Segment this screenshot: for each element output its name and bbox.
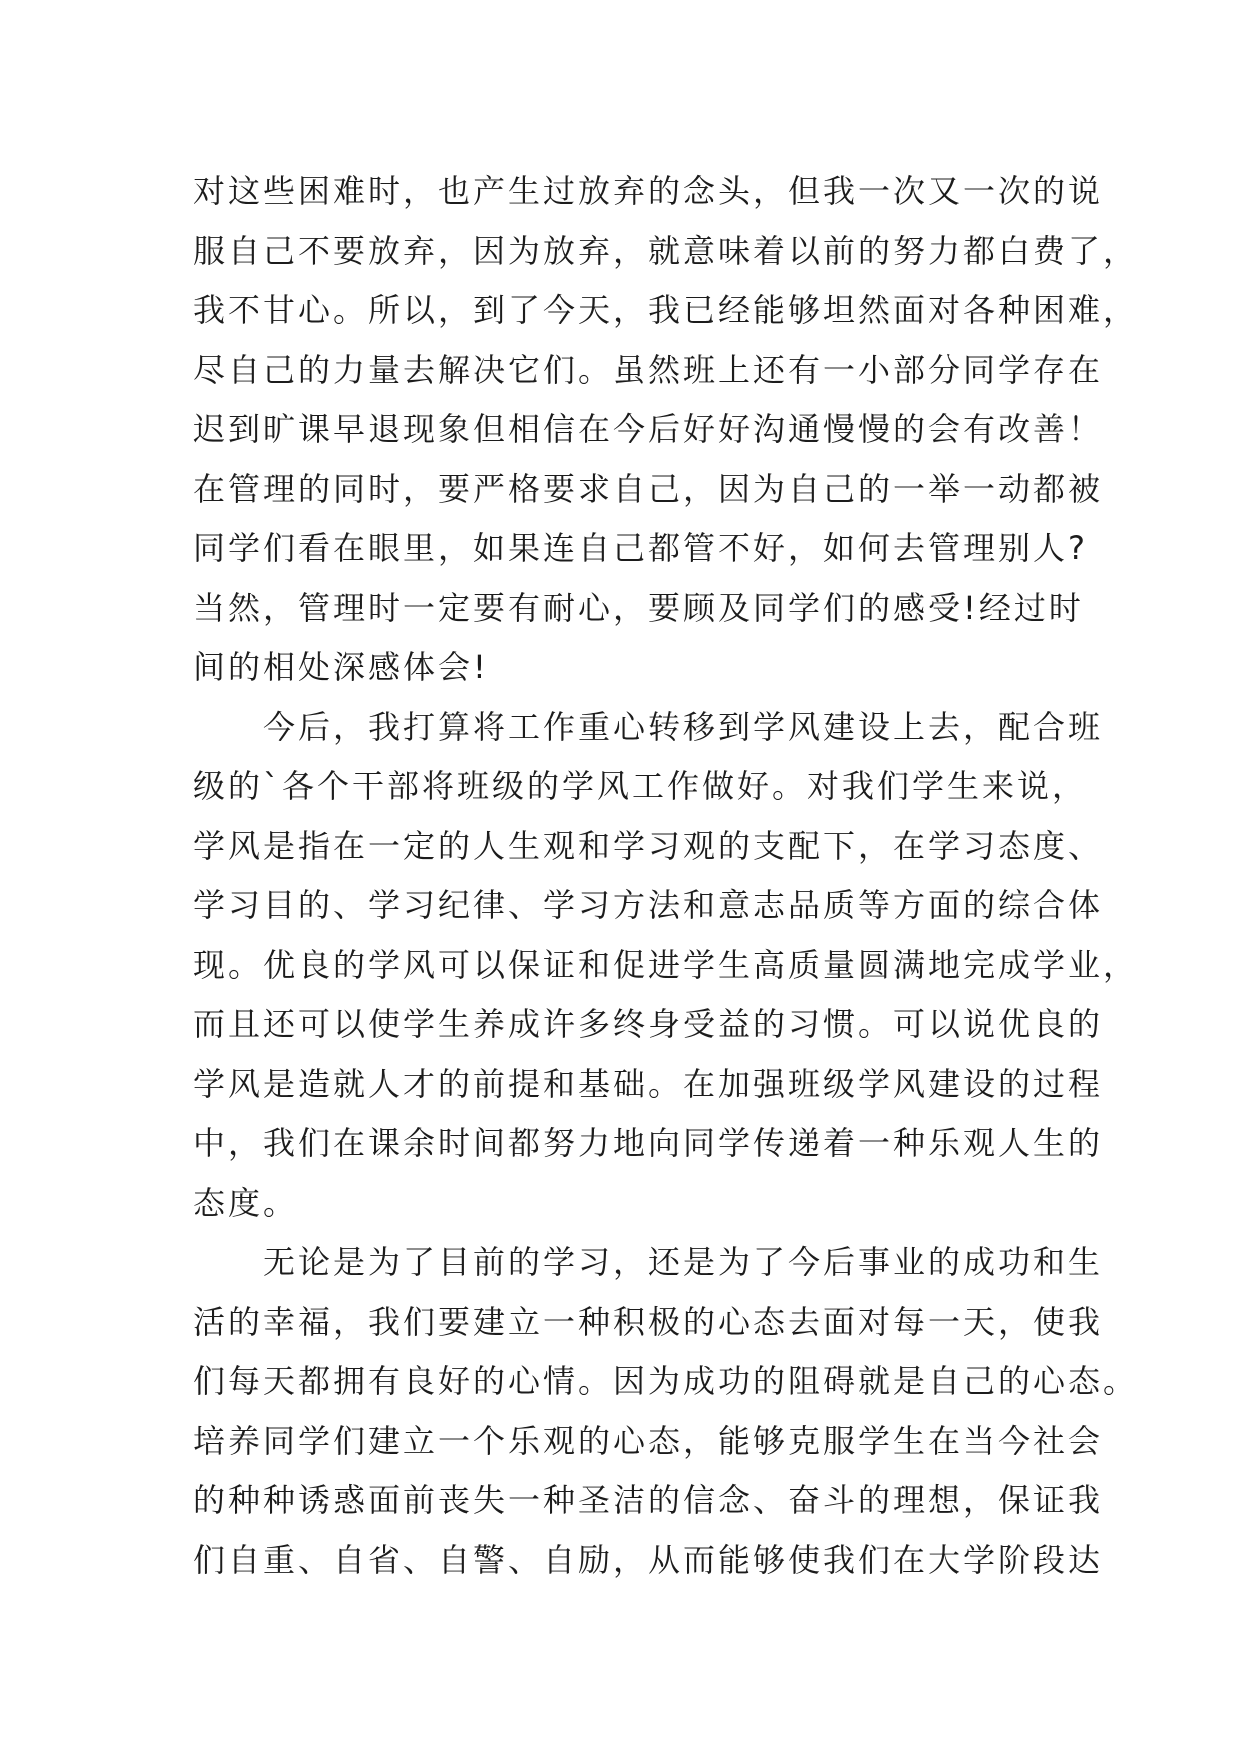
text-line: 学风是造就人才的前提和基础。在加强班级学风建设的过程 (193, 1064, 1104, 1103)
text-line: 尽自己的力量去解决它们。虽然班上还有一小部分同学存在 (193, 350, 1104, 389)
text-line: 活的幸福，我们要建立一种积极的心态去面对每一天，使我 (193, 1302, 1104, 1341)
text-line: 对这些困难时，也产生过放弃的念头，但我一次又一次的说 (193, 172, 1104, 210)
text-line: 而且还可以使学生养成许多终身受益的习惯。可以说优良的 (193, 1005, 1104, 1043)
text-line: 中，我们在课余时间都努力地向同学传递着一种乐观人生的 (193, 1124, 1104, 1162)
text-line: 培养同学们建立一个乐观的心态，能够克服学生在当今社会 (193, 1421, 1104, 1460)
text-line: 当然，管理时一定要有耐心，要顾及同学们的感受!经过时 (193, 588, 1084, 627)
text-line: 我不甘心。所以，到了今天，我已经能够坦然面对各种困难， (193, 291, 1139, 329)
text-line: 迟到旷课早退现象但相信在今后好好沟通慢慢的会有改善！ (193, 410, 1104, 448)
text-line: 学风是指在一定的人生观和学习观的支配下，在学习态度、 (193, 826, 1104, 865)
text-line: 无论是为了目前的学习，还是为了今后事业的成功和生 (263, 1243, 1104, 1281)
text-line: 级的`各个干部将班级的学风工作做好。对我们学生来说， (193, 767, 1088, 805)
text-line: 们自重、自省、自警、自励，从而能够使我们在大学阶段达 (193, 1540, 1104, 1579)
text-line: 态度。 (193, 1183, 299, 1222)
text-line: 在管理的同时，要严格要求自己，因为自己的一举一动都被 (193, 469, 1104, 508)
text-line: 间的相处深感体会! (193, 648, 489, 686)
text-line: 今后，我打算将工作重心转移到学风建设上去，配合班 (263, 707, 1104, 746)
text-line: 同学们看在眼里，如果连自己都管不好，如何去管理别人? (193, 529, 1088, 567)
body-text (193, 162, 1139, 1590)
text-line: 学习目的、学习纪律、学习方法和意志品质等方面的综合体 (193, 886, 1104, 924)
text-line: 们每天都拥有良好的心情。因为成功的阻碍就是自己的心态。 (193, 1362, 1139, 1400)
text-line: 服自己不要放弃，因为放弃，就意味着以前的努力都白费了， (193, 231, 1139, 270)
text-line: 的种种诱惑面前丧失一种圣洁的信念、奋斗的理想，保证我 (193, 1481, 1104, 1519)
text-line: 现。优良的学风可以保证和促进学生高质量圆满地完成学业， (193, 945, 1139, 984)
